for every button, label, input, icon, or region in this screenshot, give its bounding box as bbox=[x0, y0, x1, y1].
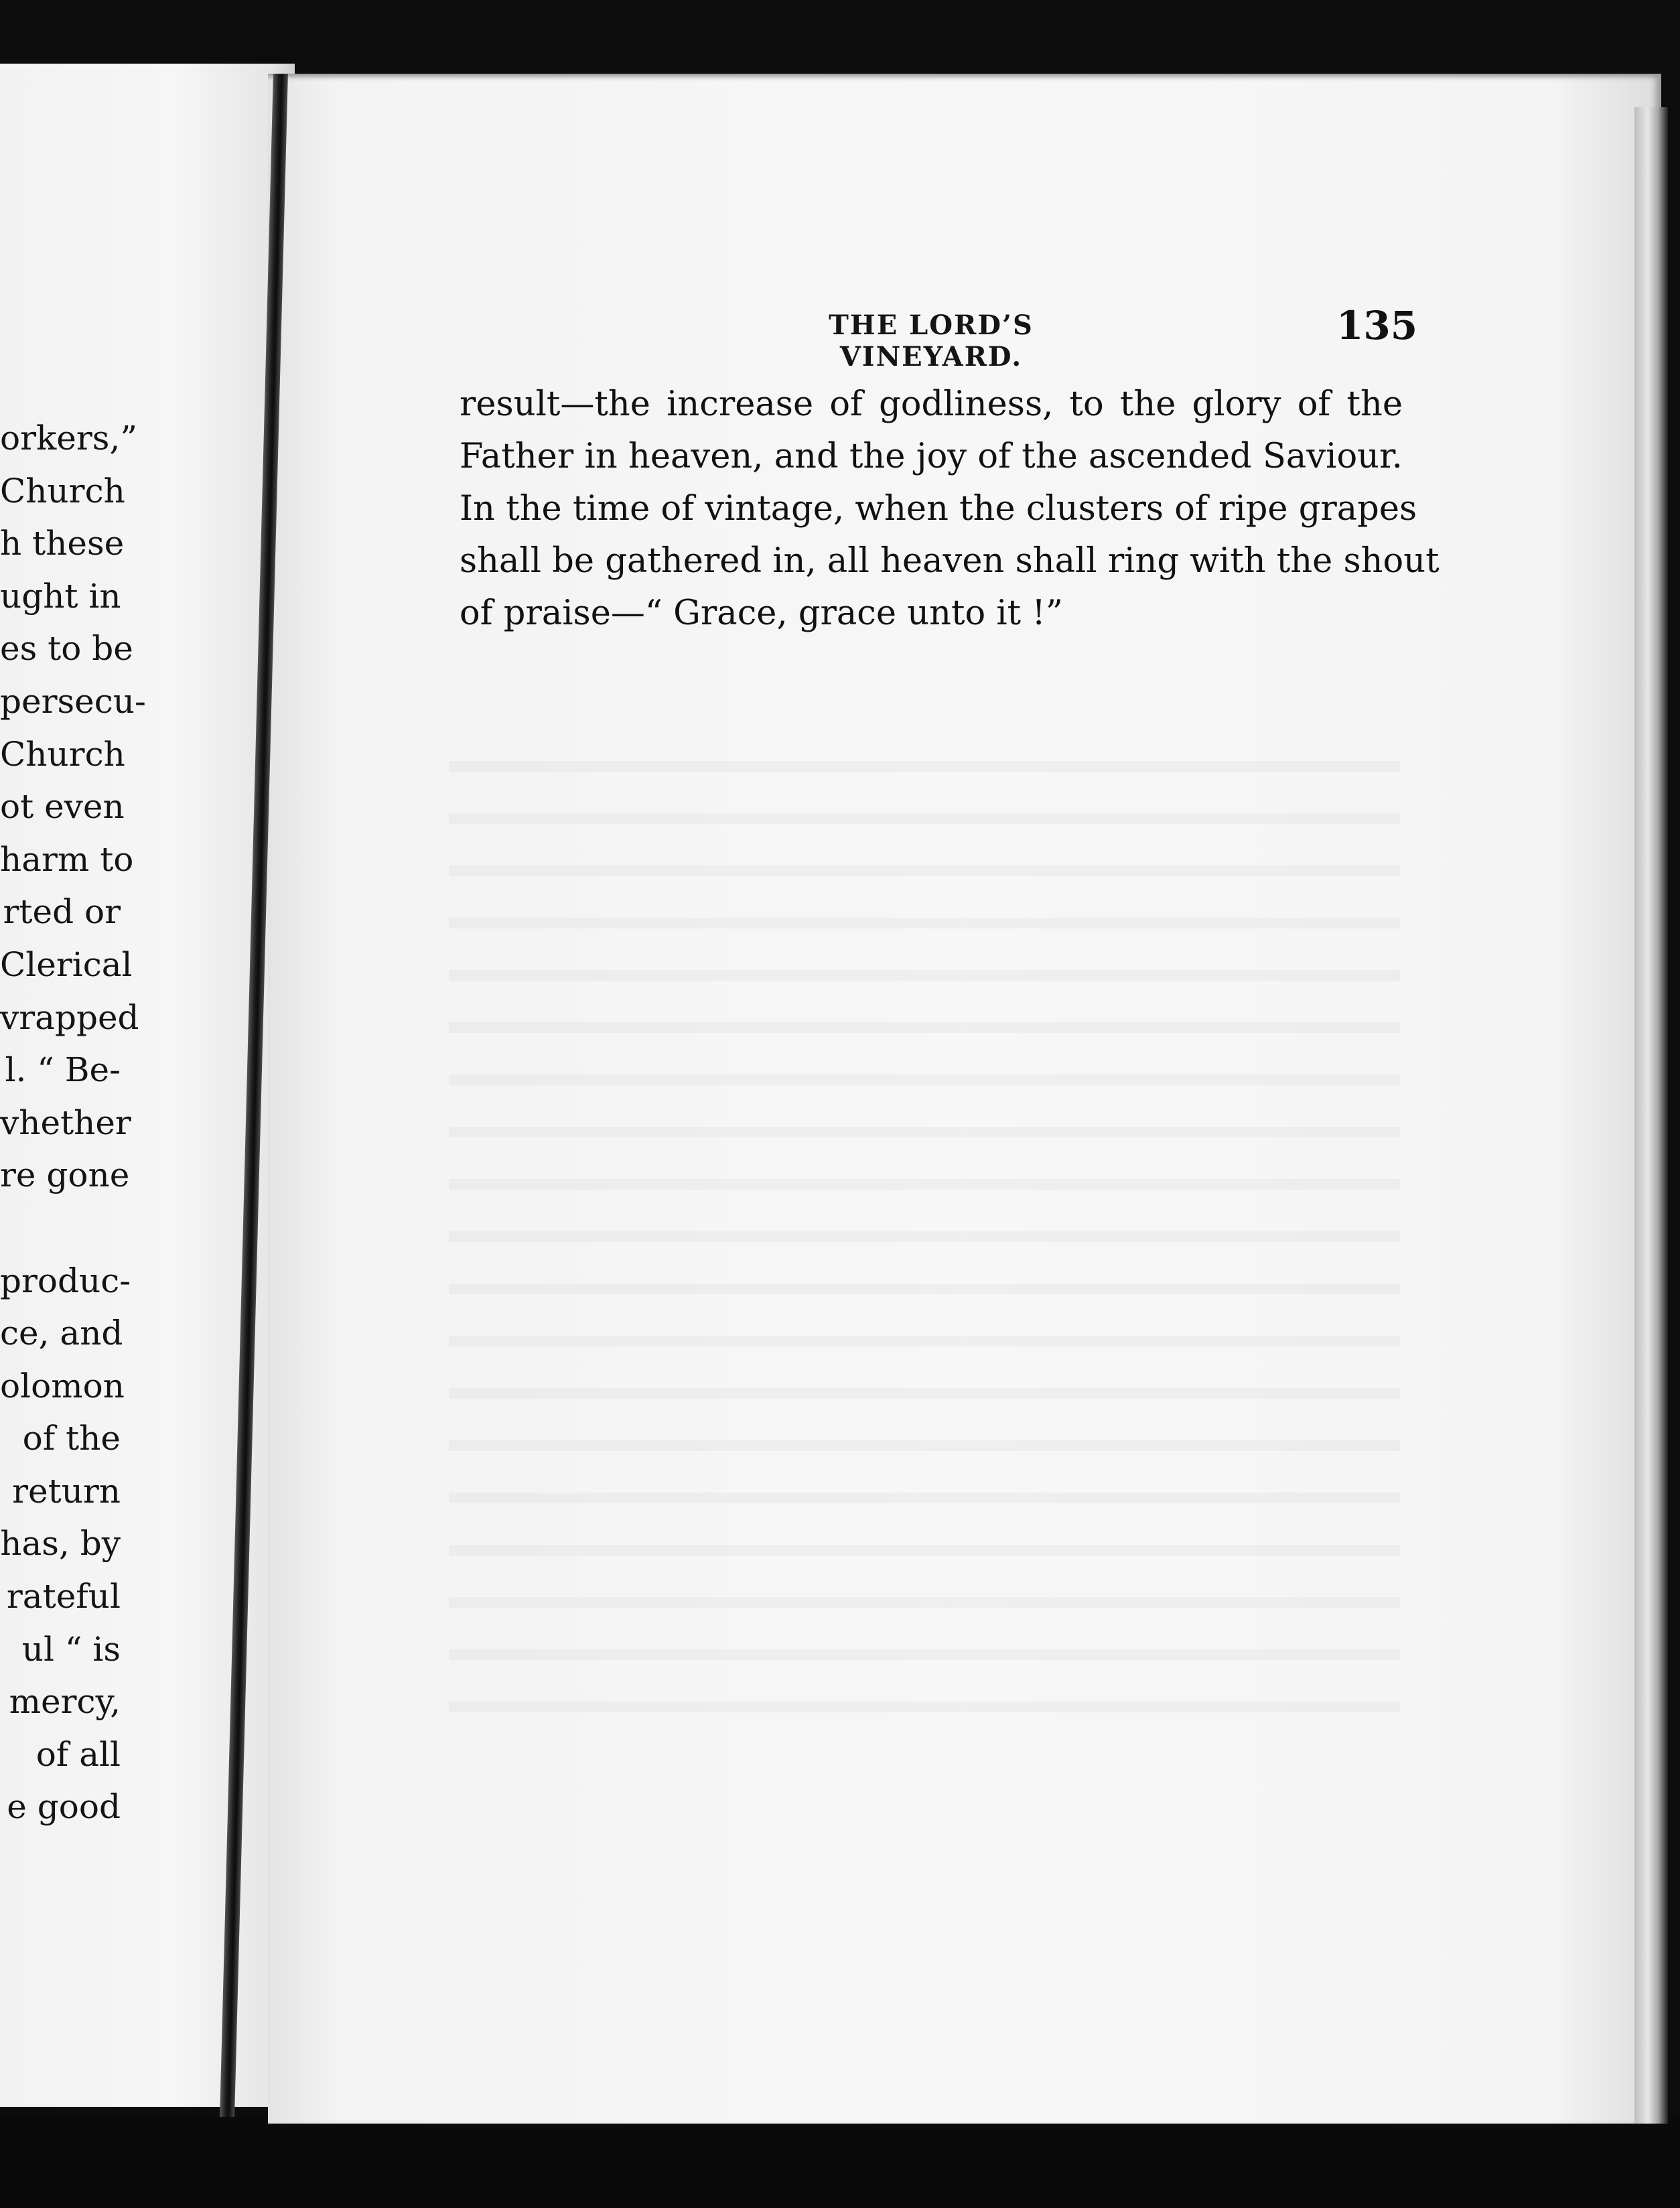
left-page-text bbox=[0, 412, 146, 1834]
page-edge bbox=[1634, 107, 1668, 2124]
left-line: mercy, bbox=[9, 1682, 121, 1722]
body-paragraph bbox=[460, 378, 1440, 640]
left-line: return bbox=[12, 1471, 121, 1511]
body-line: In the time of vintage, when the clusters of ripe grapes bbox=[460, 489, 1417, 529]
left-line: h these bbox=[0, 524, 125, 563]
left-line: l. “ Be- bbox=[5, 1050, 121, 1090]
left-line: has, by bbox=[0, 1524, 121, 1564]
paragraph-gap bbox=[0, 1202, 121, 1255]
left-line: rateful bbox=[6, 1577, 121, 1616]
left-line: vhether bbox=[0, 1103, 131, 1142]
left-line: ul “ is bbox=[21, 1629, 121, 1669]
body-line: result—the increase of godliness, to the glory of the bbox=[460, 385, 1403, 424]
left-line: re gone bbox=[0, 1156, 130, 1195]
left-line: Church bbox=[0, 471, 125, 510]
body-line: of praise—“ Grace, grace unto it !” bbox=[460, 594, 1063, 633]
body-line: shall be gathered in, all heaven shall ring with the shout bbox=[460, 541, 1440, 581]
left-line: Clerical bbox=[0, 945, 133, 984]
left-line: harm to bbox=[0, 839, 134, 879]
left-line: olomon bbox=[0, 1366, 125, 1405]
bleed-through-texture bbox=[449, 723, 1400, 1728]
left-line: ot even bbox=[0, 787, 125, 827]
left-line: ce, and bbox=[0, 1314, 123, 1353]
scanner-background bbox=[0, 2117, 1680, 2208]
left-line: Church bbox=[0, 734, 125, 774]
left-line: e good bbox=[7, 1787, 121, 1827]
left-line: es to be bbox=[0, 629, 133, 669]
left-line: vrapped bbox=[0, 997, 139, 1037]
left-line: of all bbox=[36, 1734, 121, 1774]
left-line: of the bbox=[22, 1419, 121, 1458]
left-line: ught in bbox=[0, 576, 121, 616]
left-line: produc- bbox=[0, 1261, 131, 1300]
left-line: orkers,” bbox=[0, 419, 137, 458]
body-line: Father in heaven, and the joy of the ascended Saviour. bbox=[460, 437, 1403, 476]
page-number: 135 bbox=[1336, 303, 1418, 348]
left-line: persecu- bbox=[0, 681, 146, 721]
running-head: THE LORD’S VINEYARD. bbox=[829, 309, 1034, 372]
left-line: rted or bbox=[3, 892, 121, 932]
